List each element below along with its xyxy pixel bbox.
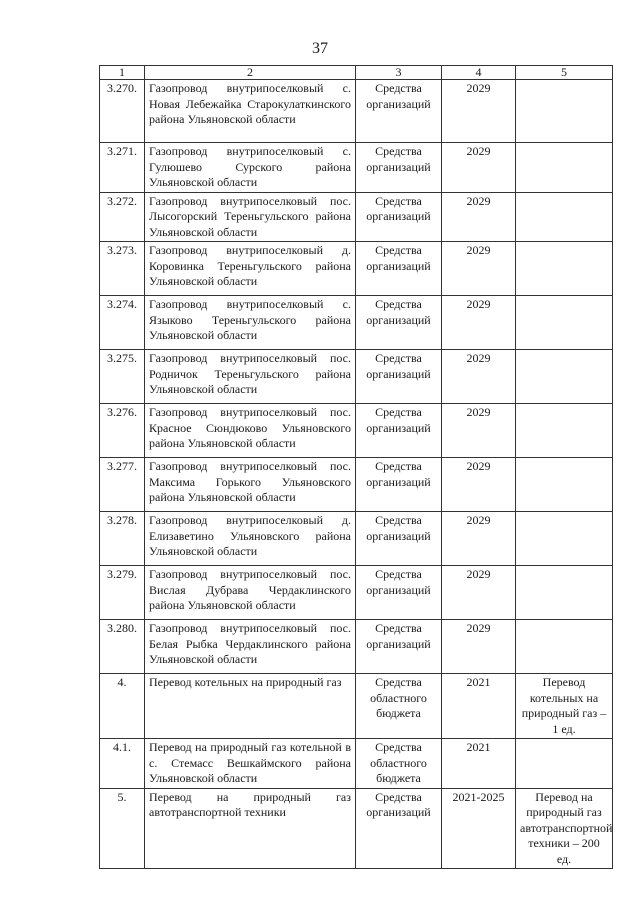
result-cell [516,296,613,350]
row-number-cell: 3.277. [100,458,145,512]
row-number-cell: 5. [100,788,145,869]
row-number-cell: 3.272. [100,192,145,242]
object-name-cell: Перевод на природный газ котельной в с. Стемасс Вешкаймского района Ульяновской области [145,739,356,789]
row-number-cell: 3.271. [100,143,145,193]
funding-source-cell: Средства областного бюджета [356,739,442,789]
row-number-cell: 4. [100,674,145,739]
object-name-cell: Газопровод внутрипоселковый пос. Белая Рыбка Чердаклинского района Ульяновской области [145,620,356,674]
result-cell [516,143,613,193]
result-cell [516,739,613,789]
table-row [100,788,613,869]
year-cell: 2021 [442,739,516,789]
object-name-cell: Газопровод внутрипоселковый д. Елизаветино Ульяновского района Ульяновской области [145,512,356,566]
object-name-cell: Газопровод внутрипоселковый с. Гулюшево Сурского района Ульяновской области [145,143,356,193]
object-name-cell: Газопровод внутрипоселковый пос. Максима Горького Ульяновского района Ульяновской области [145,458,356,512]
result-cell [516,620,613,674]
funding-source-cell: Средства организаций [356,458,442,512]
row-number-cell: 3.278. [100,512,145,566]
row-number-cell: 3.270. [100,80,145,143]
row-number-cell: 3.279. [100,566,145,620]
funding-source-cell: Средства организаций [356,788,442,869]
result-cell [516,512,613,566]
result-cell: Перевод котельных на природный газ – 1 ед. [516,674,613,739]
object-name-cell: Газопровод внутрипоселковый д. Коровинка Тереньгульского района Ульяновской области [145,242,356,296]
table-row [100,192,613,242]
funding-source-cell: Средства организаций [356,242,442,296]
object-name-cell: Газопровод внутрипоселковый с. Новая Лебежайка Старокулаткинского района Ульяновской области [145,80,356,143]
funding-source-cell: Средства организаций [356,404,442,458]
funding-source-cell: Средства организаций [356,620,442,674]
row-number-cell: 4.1. [100,739,145,789]
column-number-4: 4 [442,66,516,80]
column-number-2: 2 [145,66,356,80]
column-number-1: 1 [100,66,145,80]
table-row [100,458,613,512]
funding-source-cell: Средства организаций [356,512,442,566]
result-cell [516,566,613,620]
year-cell: 2029 [442,458,516,512]
object-name-cell: Газопровод внутрипоселковый пос. Вислая Дубрава Чердаклинского района Ульяновской области [145,566,356,620]
object-name-cell: Газопровод внутрипоселковый пос. Лысогорский Тереньгульского района Ульяновской области [145,192,356,242]
year-cell: 2021-2025 [442,788,516,869]
table-row [100,739,613,789]
table-row [100,674,613,739]
result-cell [516,458,613,512]
year-cell: 2029 [442,296,516,350]
year-cell: 2029 [442,620,516,674]
funding-source-cell: Средства организаций [356,566,442,620]
year-cell: 2021 [442,674,516,739]
funding-source-cell: Средства организаций [356,143,442,193]
table-row [100,350,613,404]
page-number: 37 [312,40,328,57]
result-cell [516,192,613,242]
table-row [100,512,613,566]
column-number-3: 3 [356,66,442,80]
column-number-5: 5 [516,66,613,80]
header-row [100,66,613,80]
table-row [100,80,613,143]
object-name-cell: Газопровод внутрипоселковый с. Языково Тереньгульского района Ульяновской области [145,296,356,350]
object-name-cell: Перевод на природный газ автотранспортной техники [145,788,356,869]
result-cell: Перевод на природный газ автотранспортной техники – 200 ед. [516,788,613,869]
result-cell [516,80,613,143]
program-table [99,65,613,869]
table-row [100,566,613,620]
year-cell: 2029 [442,80,516,143]
row-number-cell: 3.276. [100,404,145,458]
row-number-cell: 3.273. [100,242,145,296]
object-name-cell: Газопровод внутрипоселковый пос. Красное Сюндюково Ульяновского района Ульяновской области [145,404,356,458]
result-cell [516,350,613,404]
year-cell: 2029 [442,566,516,620]
year-cell: 2029 [442,242,516,296]
year-cell: 2029 [442,143,516,193]
row-number-cell: 3.274. [100,296,145,350]
table-row [100,143,613,193]
year-cell: 2029 [442,350,516,404]
funding-source-cell: Средства областного бюджета [356,674,442,739]
table-row [100,296,613,350]
result-cell [516,242,613,296]
table-row [100,620,613,674]
year-cell: 2029 [442,192,516,242]
row-number-cell: 3.280. [100,620,145,674]
row-number-cell: 3.275. [100,350,145,404]
object-name-cell: Перевод котельных на природный газ [145,674,356,739]
year-cell: 2029 [442,404,516,458]
result-cell [516,404,613,458]
table-row [100,242,613,296]
funding-source-cell: Средства организаций [356,350,442,404]
table-row [100,404,613,458]
funding-source-cell: Средства организаций [356,192,442,242]
object-name-cell: Газопровод внутрипоселковый пос. Родничок Тереньгульского района Ульяновской области [145,350,356,404]
funding-source-cell: Средства организаций [356,80,442,143]
funding-source-cell: Средства организаций [356,296,442,350]
year-cell: 2029 [442,512,516,566]
